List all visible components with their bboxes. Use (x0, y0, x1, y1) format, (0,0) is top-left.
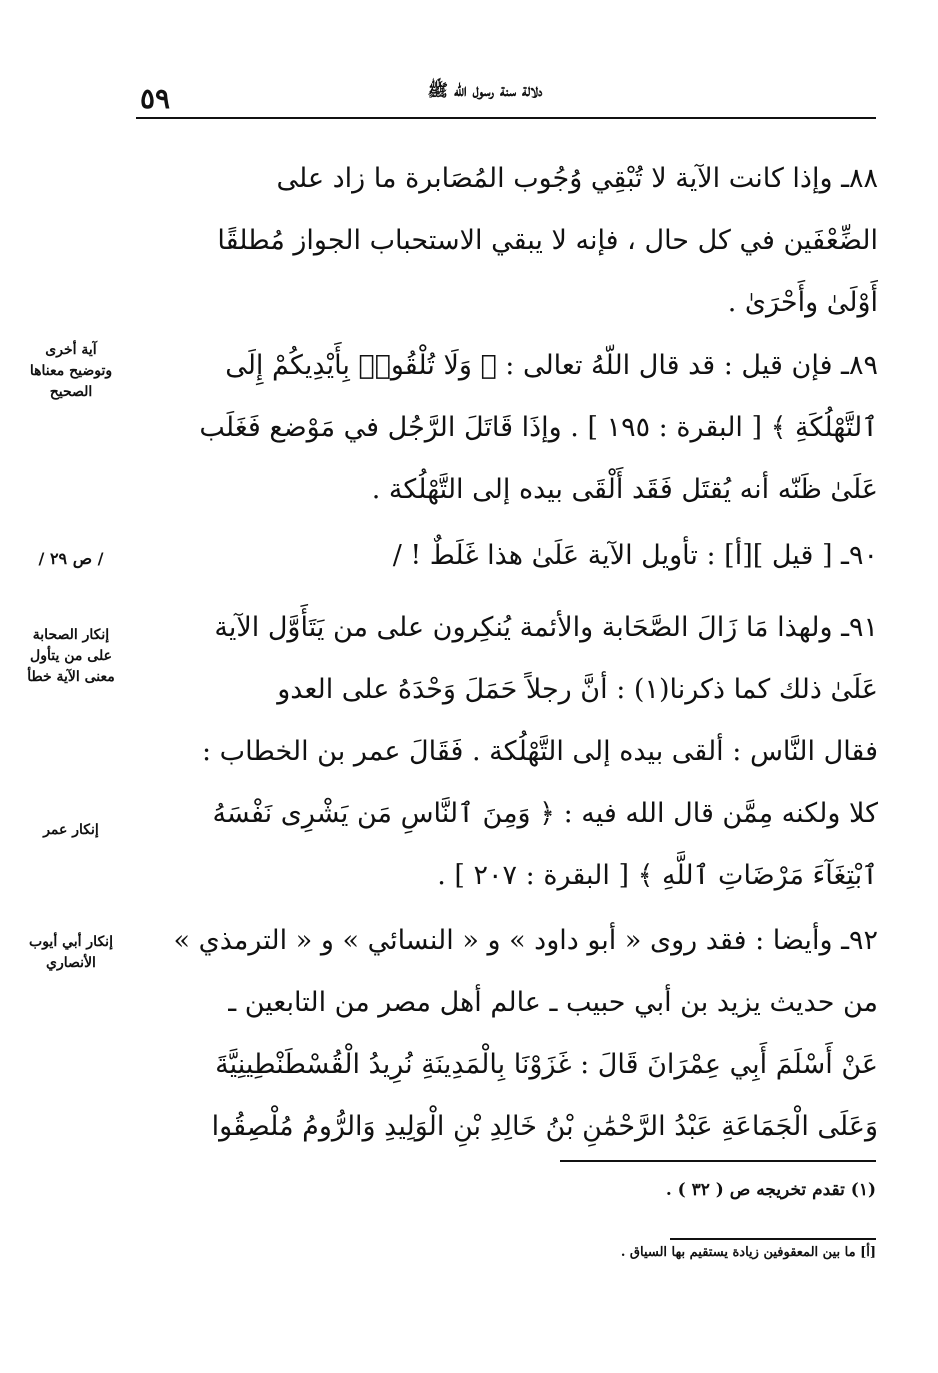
text-line: عَلَىٰ ذلك كما ذكرنا(١) : أنَّ رجلاً حَمَلَ وَحْدَهُ على العدو (277, 674, 878, 705)
text-line: ٨٨ـ وإذا كانت الآية لا تُبْقِي وُجُوب المُصَابرة ما زاد على (276, 163, 878, 194)
text-line: ٩٠ـ [ قيل ][أ] : تأويل الآية عَلَىٰ هذا غَلَطٌ ! / (392, 540, 878, 571)
side-note-umar: إنكار عمر (43, 822, 99, 838)
text-line: عَنْ أَسْلَمَ أَبِي عِمْرَانَ قَالَ : غَزَوْنَا بِالْمَدِينَةِ نُرِيدُ الْقُسْطَنْطِينِيَّةَ (215, 1049, 878, 1080)
text-line: ٨٩ـ فإن قيل : قد قال اللّهُ تعالى : ﴿ وَلَا تُلْقُوا۟ بِأَيْدِيكُمْ إِلَى (225, 350, 878, 381)
paragraph-91 (138, 597, 878, 907)
running-title: دلالة سنة رسول الله ﷺ (427, 81, 543, 101)
text-line: الضِّعْفَين في كل حال ، فإنه لا يبقي الاستحباب الجواز مُطلقًا (217, 225, 878, 256)
page-number: ٥٩ (140, 82, 171, 115)
text-line: كلا ولكنه مِمَّن قال الله فيه : ﴿ وَمِنَ ٱلنَّاسِ مَن يَشْرِى نَفْسَهُ (212, 798, 878, 829)
text-line: وَعَلَى الْجَمَاعَةِ عَبْدُ الرَّحْمَٰنِ بْنُ خَالِدِ بْنِ الْوَلِيدِ وَالرُّومُ مُلْصِقُوا (211, 1111, 878, 1142)
paragraph-90 (138, 525, 878, 587)
side-note-92: إنكار أبي أيوب الأنصاري (29, 934, 113, 971)
text-line: فقال النَّاس : ألقى بيده إلى التَّهْلُكة . فَقَالَ عمر بن الخطاب : (201, 736, 878, 767)
paragraph-89 (138, 335, 878, 521)
text-line: ٩٢ـ وأيضا : فقد روى « أبو داود » و « النسائي » و « الترمذي » (173, 925, 878, 956)
header-rule (136, 117, 876, 119)
text-line: ٱلتَّهْلُكَةِ ﴾ [ البقرة : ١٩٥ ] . وإذَا قَاتَلَ الرَّجُل في مَوْضع فَغَلَب (199, 412, 878, 443)
side-note-89: آية أخرى وتوضيح معناها الصحيح (29, 342, 113, 400)
footnote-1: (١) تقدم تخريجه ص ( ٣٢ ) . (665, 1180, 876, 1200)
text-line: من حديث يزيد بن أبي حبيب ـ عالم أهل مصر من التابعين ـ (228, 987, 878, 1018)
text-line: عَلَىٰ ظَنّه أنه يُقتَل فَقَد أَلْقَى بيده إلى التَّهْلُكة . (371, 474, 878, 505)
footnote-rule (560, 1160, 876, 1162)
text-line: أَوْلَىٰ وأَحْرَىٰ . (727, 287, 878, 318)
text-line: ٱبْتِغَآءَ مَرْضَاتِ ٱللَّهِ ﴾ [ البقرة : ٢٠٧ ] . (437, 860, 878, 891)
paragraph-92 (138, 910, 878, 1158)
side-note-91: إنكار الصحابة على من يتأول معنى الآية خطأ (27, 627, 115, 685)
footnote-a: [أ] ما بين المعقوفين زيادة يستقيم بها السياق . (620, 1245, 876, 1260)
text-line: ٩١ـ ولهذا مَا زَالَ الصَّحَابة والأئمة يُنكِرون على من يَتَأَوَّل الآية (214, 612, 878, 643)
paragraph-88 (138, 148, 878, 334)
footnote-rule-secondary (670, 1238, 876, 1240)
side-note-page-ref: / ص ٢٩ / (38, 549, 104, 568)
